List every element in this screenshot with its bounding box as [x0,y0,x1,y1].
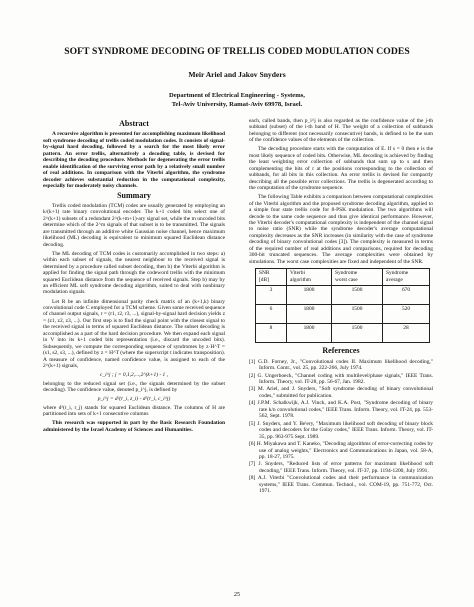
table-header-worst: Syndrome worst case [332,269,383,286]
formula-confidence-value: p_i^j = d²(r_i, z_i) - d²(r_i, c_i^j) [97,396,171,403]
abstract-heading: Abstract [119,119,149,128]
page-number: 25 [234,592,240,598]
table-cell: 1500 [332,324,383,343]
table-cell: 1800 [287,324,332,343]
reference-item: [6] H. Miyakawa and T. Kaneko, "Decoding algorithms of error-correcting codes by use of analog weights," Electronics and Communications in Japan, vol. 58-A, pp. 18-27, 1975. [249,441,433,460]
table-cell: 520 [383,305,430,324]
footnote [43,420,225,433]
summary-paragraph-4: belonging to the reduced signal set (i.e., the signals determined by the subset decoding). The confidence value, denoted p_i^j, is defined by [43,380,225,393]
reference-item: [7] J. Snyders, "Reduced lists of error patterns for maximum likelihood soft decoding," IEEE Trans. Inform. Theory, vol. IT-37, pp. 1194-1200, July 1991. [249,461,433,474]
table-header-snr: SNR [dB] [256,269,287,286]
table-row [256,324,430,343]
table-header-viterbi: Viterbi algorithm [287,269,332,286]
right-paragraph-2: The decoding procedure starts with the computation of E. If s = 0 then e is the most likely sequence of coded bits. Otherwise, ML decoding is achieved by finding the least weighting error collection of subbands that sum up to s and then complementing the bits of r at the positions corresponding to the collection of subbands, for all bits in this collection. An error trellis is devised for compactly describing all the possible error collections. The trellis is degenerated according to the computation of the syndrome sequence. [249,146,433,192]
abstract-text: A recursive algorithm is presented for accomplishing maximum likelihood soft syndrome decoding of trellis coded modulation codes. It consists of signal-by-signal hard decoding, followed by a search for the most likely error pattern. An error trellis, alternatively a decoding table, is devised for describing the decoding procedure. Methods for degenerating the error trellis enable identification of the surviving error path by a relatively small number of real additions. In comparison with the Viterbi algorithm, the syndrome decoder achieves substantial reduction in the computational complexity, especially for moderately noisy channels. [43,131,225,190]
table-cell: 28 [383,324,430,343]
right-paragraph-1: each, called bands, then p_i^j is also regarded as the confidence value of the j-th subband (subset) of the i-th band of H. The weight of a collection of subbands belonging to different (not necessarily consecutive) bands, is defined to be the sum of the confidence values of the elements of the collection. [249,118,433,144]
table-header-row [256,269,430,286]
table-cell: 1800 [287,286,332,305]
reference-item: [4] J.P.M. Schalkwijk, A.J. Vinck, and K.A. Post, "Syndrome decoding of binary rate k/n convolutional codes," IEEE Trans. Inform. Theory, vol. IT-24, pp. 553-562, Sept. 1978. [249,400,433,420]
formula-confidence-signals: c_i^j ; j = 0,1,2,...,2^(k+1) - 1 , [100,372,168,379]
summary-paragraph-5: where d²(r_i, r_j) stands for squared Euclidean distance. The columns of H are partitioned into sets of k+1 consecutive columns [43,404,225,417]
table-cell: 670 [383,286,430,305]
footnote-text: This research was supported in part by the Basic Research Foundation administered by the Israel Academy of Sciences and Humanities. [43,420,225,433]
table-cell: 3 [256,286,287,305]
paper-authors: Meir Ariel and Jakov Snyders [188,70,286,79]
table-row [256,305,430,324]
reference-item: [8] A.J. Viterbi "Convolutional codes and their performance in communication systems," IEEE Trans. Commun. Technol., vol. COM-19, pp. 751-772, Oct. 1971. [249,475,433,495]
table-row [256,286,430,305]
affiliation-line-2: Tel-Aviv University, Ramat-Aviv 69978, Israel. [171,101,303,108]
affiliation-line-1: Department of Electrical Engineering - Systems, [169,92,305,99]
summary-paragraph-3: Let R be an infinite dimensional parity check matrix of an (k+1,k) binary convolutional code C employed for a TCM scheme. Given some received sequence of channel output signals, r = (r1, r2, r3, ...), signal-by-signal hard decision yields z = (z1, z2, z3, ...). Our first step is to find the signal point with the closest signal to the received signal in terms of squared Euclidean distance. The subset decoding is accomplished as a part of the hard decision procedure. We then expand each signal in V into its k+1 coded bits representation (i.e., discard the uncoded bits). Subsequently, we compute the corresponding sequence of syndromes by z·H^T = (s1, s2, s3, ...), defined by z = H^T (where the superscript t indicates transposition). A measure of confidence, named confidence value, is assigned to each of the 2^(k+1) signals, [43,298,225,370]
complexity-table [255,268,430,343]
paper-title: SOFT SYNDROME DECODING OF TRELLIS CODED MODULATION CODES [64,46,410,57]
reference-item: [5] J. Snyders, and Y. Be'ery, "Maximum likelihood soft decoding of binary block codes and decoders for the Golay codes," IEEE Trans. Inform. Theory, vol. IT-35, pp. 963-975 Sept. 1989. [249,420,433,440]
table-cell: 1800 [287,305,332,324]
reference-item: [1] G.D. Forney, Jr., "Convolutional codes II. Maximum likelihood decoding," Inform. Contr., vol. 25, pp. 222-266, July 1974. [249,358,433,372]
right-paragraph-3: The following Table exhibits a comparison between computational complexities of the Viterbi algorithm and the proposed syndrome decoding algorithm, applied to a simple four state trellis code for 8-PSK modulation. The two algorithms will decode to the same code sequence and thus give identical performance. However, the Viterbi decoder's computational complexity is independent of the channel signal to noise ratio (SNR) while the syndrome decoder's average computational complexity decreases as the SNR increases (in similarity with the case of syndrome decoding of binary convolutional codes [3]). The complexity is measured in terms of the required number of real additions and comparisons, required for decoding 300-bit truncated sequences. The average complexities were obtained by simulations. The worst case complexities are fixed and independent of the SNR. [249,194,433,265]
summary-paragraph-2: The ML decoding of TCM codes is customarily accomplished in two steps: a) within each subset of signals, the nearest neighbour to the received signal is determined by a procedure called subset decoding, then b) the Viterbi algorithm is applied for finding the signal path through the codeword trellis with the minimum squared Euclidean distance from the sequence of received signals. Step b) may by an efficient ML soft syndrome decoding algorithm, suited to deal with nonbinary modulation signals. [43,250,225,296]
reference-item: [3] M. Ariel, and J. Snyders, "Soft syndrome decoding of binary convolutional codes," submitted for publication. [249,386,433,399]
table-cell: 8 [256,324,287,343]
summary-paragraph-1: Trellis coded modulation (TCM) codes are usually generated by employing an k/(k+1) rate binary convolutional encoder. The k+1 coded bits select one of 2^(k+1) subsets of a redundant 2^(k+m+1)-ary signal set, while the m uncoded bits determine which of the 2^m signals of that subset is to be transmitted. The signals are transmitted through an additive white Gaussian noise channel, hence maximum likelihood (ML) decoding is equivalent to minimum squared Euclidean distance decoding. [43,202,225,248]
affiliation [0,91,474,109]
references-heading: References [322,346,360,356]
right-column [249,118,433,496]
table-header-average: Syndrome average [383,269,430,286]
left-column [43,118,225,436]
reference-item: [2] G. Ungerboeck, "Channel coding with multilevel/phase signals," IEEE Trans. Inform. Theory, vol. IT-28, pp. 56-67, Jan. 1982. [249,372,433,385]
table-cell: 1500 [332,286,383,305]
table-cell: 6 [256,305,287,324]
references-list [249,359,433,495]
summary-heading: Summary [117,190,151,200]
table-cell: 1500 [332,305,383,324]
